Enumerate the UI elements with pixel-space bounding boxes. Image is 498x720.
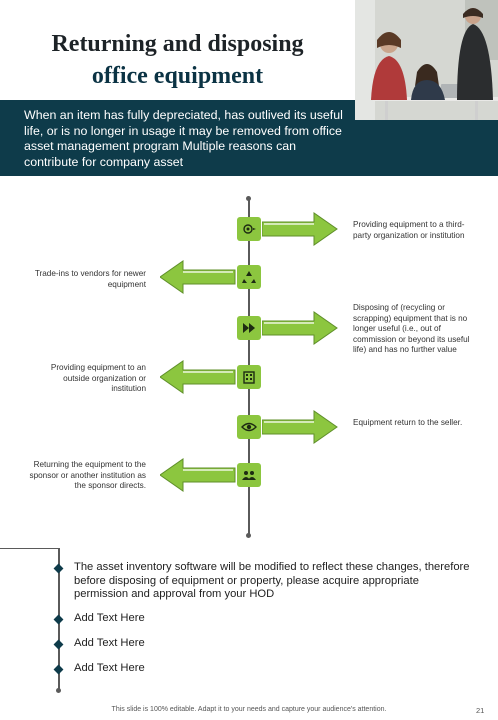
bullet-marker-1 <box>54 564 64 574</box>
eye-icon <box>241 419 257 435</box>
bullet-text-2: Add Text Here <box>74 612 145 624</box>
bullets-connector-end-dot <box>56 688 61 693</box>
timeline-text-4: Providing equipment to an outside organization or institution <box>50 363 146 394</box>
timeline-node-5 <box>237 415 261 439</box>
timeline-node-6 <box>237 463 261 487</box>
building-icon <box>241 369 257 385</box>
bullet-text-1: The asset inventory software will be modified to reflect these changes, therefore before disposing of equipment or property, please acquire appropriate permission and approval from your HOD <box>74 561 470 601</box>
title-line-1: Returning and disposing <box>51 31 304 57</box>
intro-banner <box>0 100 355 176</box>
people-icon <box>241 467 257 483</box>
bullet-marker-2 <box>54 615 64 625</box>
bullet-marker-3 <box>54 640 64 650</box>
timeline-node-3 <box>237 316 261 340</box>
timeline-node-2 <box>237 265 261 289</box>
timeline-text-2: Trade-ins to vendors for newer equipment <box>34 269 146 289</box>
bullet-text-4: Add Text Here <box>74 662 145 674</box>
timeline-arrow-left-2 <box>160 260 236 294</box>
timeline-arrow-right-5 <box>262 410 338 444</box>
timeline-axis-bottom-dot <box>246 533 251 538</box>
office-team-photo <box>355 0 498 120</box>
timeline-text-5: Equipment return to the seller. <box>353 418 463 427</box>
office-team-photo-illustration <box>355 0 498 120</box>
timeline-arrow-left-6 <box>160 458 236 492</box>
banner-extension <box>355 120 498 176</box>
page-number: 21 <box>476 706 485 715</box>
timeline-node-1 <box>237 217 261 241</box>
timeline-arrow-right-1 <box>262 212 338 246</box>
bullet-marker-4 <box>54 665 64 675</box>
recycle-icon <box>241 269 257 285</box>
timeline-text-6: Returning the equipment to the sponsor or another institution as the sponsor directs. <box>29 460 146 491</box>
double-chevron-icon <box>241 320 257 336</box>
title-line-2: office equipment <box>91 63 264 89</box>
bullets-connector-horizontal <box>0 548 58 549</box>
footer-note: This slide is 100% editable. Adapt it to your needs and capture your audience's attention. <box>111 706 387 713</box>
timeline-arrow-right-3 <box>262 311 338 345</box>
timeline-axis-top-dot <box>246 196 251 201</box>
bullet-text-3: Add Text Here <box>74 637 145 649</box>
timeline-node-4 <box>237 365 261 389</box>
gear-gift-icon <box>241 221 257 237</box>
timeline-text-1: Providing equipment to a third-party organization or institution <box>353 220 465 240</box>
timeline-arrow-left-4 <box>160 360 236 394</box>
page-title <box>0 28 355 92</box>
intro-text: When an item has fully depreciated, has outlived its useful life, or is no longer in usage it may be removed from office asset management program Multiple reasons can contribute for company asset <box>24 108 343 169</box>
timeline-text-3: Disposing of (recycling or scrapping) equipment that is no longer useful (i.e., out of commission or beyond its useful life) and has no further value <box>353 303 470 355</box>
